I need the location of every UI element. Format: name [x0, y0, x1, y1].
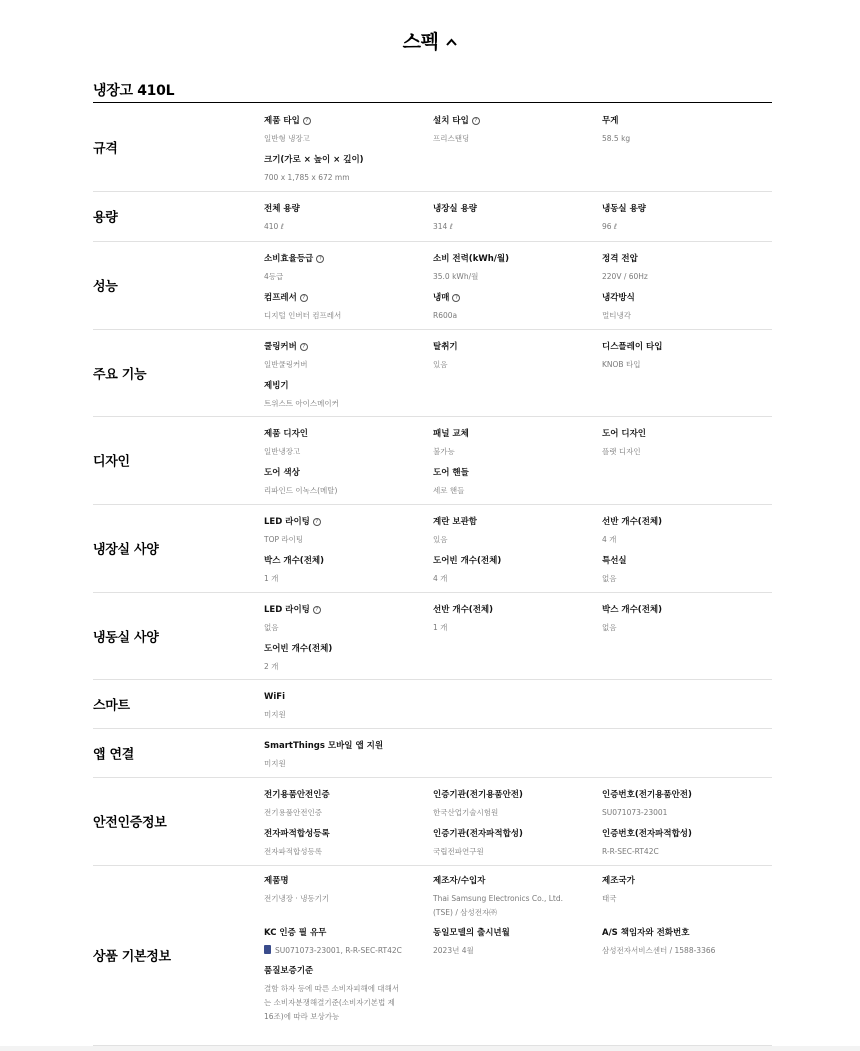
spec-item	[264, 691, 286, 721]
spec-label	[264, 691, 286, 703]
spec-item	[602, 253, 648, 283]
info-icon[interactable]: ?	[452, 294, 460, 302]
spec-label	[433, 203, 477, 215]
spec-value	[264, 445, 308, 458]
spec-value	[433, 484, 469, 497]
spec-item	[264, 789, 330, 819]
spec-label	[433, 828, 523, 840]
spec-value	[433, 621, 493, 634]
spec-label-text: 컴프레서	[264, 293, 297, 303]
spec-category: 앱 연결	[93, 747, 134, 762]
spec-value-text: 한국산업기술시험원	[433, 808, 499, 817]
spec-label	[602, 604, 662, 616]
spec-label-text: 특선실	[602, 556, 627, 566]
spec-value-text: 4 개	[433, 574, 448, 583]
spec-category: 냉장실 사양	[93, 542, 159, 558]
spec-value-text: 일반쿨링커버	[264, 360, 308, 369]
spec-value	[602, 621, 662, 634]
spec-label-text: A/S 책임자와 전화번호	[602, 928, 690, 938]
spec-item	[264, 875, 329, 905]
spec-label	[264, 154, 364, 166]
spec-label-text: 디스플레이 타입	[602, 342, 663, 352]
spec-label-text: 크기(가로 × 높이 × 깊이)	[264, 155, 364, 165]
spec-label	[433, 516, 477, 528]
spec-value-text: 700 x 1,785 x 672 mm	[264, 173, 350, 182]
spec-item	[264, 380, 339, 410]
spec-label	[602, 341, 662, 353]
spec-label	[433, 789, 523, 801]
spec-label	[264, 555, 324, 567]
spec-label-text: 패널 교체	[433, 429, 469, 439]
spec-value	[602, 533, 662, 546]
info-icon[interactable]: ?	[313, 606, 321, 614]
spec-value-text: 없음	[602, 623, 617, 632]
spec-item	[264, 428, 308, 458]
spec-label-text: 전체 용량	[264, 204, 300, 214]
spec-item	[433, 253, 509, 283]
spec-label-text: 정격 전압	[602, 254, 638, 264]
spec-label	[264, 965, 404, 977]
spec-label-text: 제품 디자인	[264, 429, 309, 439]
spec-label-text: 인증기관(전기용품안전)	[433, 790, 523, 800]
spec-section	[93, 679, 772, 729]
spec-item	[602, 789, 692, 819]
spec-label-text: 계란 보관함	[433, 517, 478, 527]
spec-item	[433, 516, 477, 546]
spec-value	[433, 806, 523, 819]
spec-category: 규격	[93, 141, 118, 157]
spec-label-text: 인증기관(전자파적합성)	[433, 829, 523, 839]
spec-label	[602, 789, 692, 801]
spec-item	[264, 828, 330, 858]
info-icon[interactable]: ?	[316, 255, 324, 263]
spec-value	[602, 220, 646, 233]
kc-mark-icon	[264, 945, 271, 954]
spec-label-text: 인증번호(전기용품안전)	[602, 790, 692, 800]
spec-label	[264, 203, 300, 215]
spec-value-text: 410 ℓ	[264, 222, 284, 231]
spec-item	[433, 428, 469, 458]
spec-item	[264, 927, 402, 957]
spec-label	[433, 253, 509, 265]
spec-item	[433, 828, 523, 858]
spec-section	[93, 504, 772, 593]
spec-item	[264, 604, 321, 634]
spec-item	[602, 292, 635, 322]
spec-label-text: 무게	[602, 116, 619, 126]
spec-label-text: 소비 전력(kWh/월)	[433, 254, 509, 264]
spec-value	[433, 309, 460, 322]
spec-label	[433, 875, 573, 887]
spec-value	[433, 944, 510, 957]
spec-value	[602, 309, 635, 322]
spec-value-text: 96 ℓ	[602, 222, 618, 231]
spec-value-text: 4 개	[602, 535, 617, 544]
spec-value-text: 미지원	[264, 759, 286, 768]
spec-category: 냉동실 사양	[93, 630, 159, 645]
spec-section	[93, 592, 772, 680]
spec-value-text: SU071073-23001	[602, 808, 668, 817]
spec-label	[264, 428, 308, 440]
spec-item	[433, 115, 480, 145]
spec-item	[602, 828, 692, 858]
spec-label	[433, 467, 469, 479]
spec-value	[433, 845, 523, 858]
info-icon[interactable]: ?	[300, 343, 308, 351]
spec-value	[433, 892, 573, 920]
spec-value-text: 태국	[602, 894, 617, 903]
spec-value	[264, 660, 332, 673]
spec-category: 성능	[93, 279, 118, 295]
spec-label	[602, 516, 662, 528]
spec-value	[264, 708, 286, 721]
spec-label	[433, 927, 510, 939]
spec-value	[602, 572, 627, 585]
spec-section	[93, 103, 772, 192]
spec-label-text: 냉매	[433, 293, 450, 303]
spec-section	[93, 416, 772, 505]
spec-label	[264, 828, 330, 840]
spec-value	[264, 397, 339, 410]
spec-value	[602, 892, 635, 905]
spec-value-text: 일반형 냉장고	[264, 134, 310, 143]
spec-label	[264, 643, 332, 655]
spec-label	[264, 292, 341, 304]
spec-value	[264, 171, 364, 184]
spec-label	[264, 380, 339, 392]
spec-label-text: 도어빈 개수(전체)	[264, 644, 333, 654]
spec-category: 용량	[93, 210, 118, 226]
spec-value	[433, 445, 469, 458]
spec-value	[602, 270, 648, 283]
spec-section	[93, 728, 772, 778]
spec-value-text: 미지원	[264, 710, 286, 719]
spec-value-text: 리파인드 이녹스(메탈)	[264, 486, 338, 495]
spec-label-text: 도어 핸들	[433, 468, 469, 478]
spec-label-text: 제품명	[264, 876, 289, 886]
spec-item	[264, 643, 332, 673]
spec-section-toggle[interactable]	[0, 27, 860, 54]
footer-divider	[0, 1046, 860, 1051]
spec-item	[602, 203, 646, 233]
spec-item	[433, 604, 493, 634]
spec-value	[602, 132, 630, 145]
spec-label-text: 제빙기	[264, 381, 289, 391]
spec-label	[602, 115, 630, 127]
spec-label-text: 품질보증기준	[264, 966, 314, 976]
info-icon[interactable]: ?	[303, 117, 311, 125]
spec-value	[433, 270, 509, 283]
spec-label	[602, 555, 627, 567]
spec-value	[433, 132, 480, 145]
spec-section	[93, 241, 772, 330]
spec-value-text: TOP 라이팅	[264, 535, 304, 544]
spec-label-text: 전자파적합성등록	[264, 829, 330, 839]
spec-category: 스마트	[93, 698, 130, 713]
spec-value	[264, 757, 383, 770]
spec-value-text: 국립전파연구원	[433, 847, 484, 856]
spec-label-text: 제품 타입	[264, 116, 300, 126]
spec-value	[433, 533, 477, 546]
spec-value	[264, 484, 337, 497]
spec-label-text: 도어빈 개수(전체)	[433, 556, 502, 566]
spec-label	[264, 467, 337, 479]
spec-item	[433, 467, 469, 497]
spec-value	[264, 892, 329, 905]
spec-item	[264, 292, 341, 322]
spec-section	[93, 191, 772, 242]
spec-value-text: 1 개	[433, 623, 448, 632]
spec-value-text: 트위스트 아이스메이커	[264, 399, 339, 408]
spec-value-text: 있음	[433, 535, 448, 544]
info-icon[interactable]: ?	[313, 518, 321, 526]
spec-value-text: 4등급	[264, 272, 284, 281]
spec-section	[93, 329, 772, 417]
spec-item	[433, 292, 460, 322]
spec-label	[264, 341, 308, 353]
spec-item	[264, 341, 308, 371]
spec-value	[433, 572, 501, 585]
spec-label-text: 쿨링커버	[264, 342, 297, 352]
spec-item	[602, 516, 662, 546]
spec-label-text: 소비효율등급	[264, 254, 314, 264]
spec-label	[433, 115, 480, 127]
spec-value-text: 전기냉장 · 냉동기기	[264, 894, 330, 903]
spec-label	[433, 292, 460, 304]
spec-label-text: LED 라이팅	[264, 605, 310, 615]
spec-item	[602, 555, 627, 585]
spec-item	[433, 341, 458, 371]
spec-value-text: 불가능	[433, 447, 455, 456]
spec-value-text: 58.5 kg	[602, 134, 631, 143]
spec-item	[264, 516, 321, 546]
spec-label	[602, 253, 648, 265]
info-icon[interactable]: ?	[300, 294, 308, 302]
spec-value	[602, 358, 662, 371]
spec-value	[433, 358, 458, 371]
spec-value	[264, 132, 311, 145]
spec-label	[602, 292, 635, 304]
spec-label-text: 선반 개수(전체)	[602, 517, 662, 527]
spec-item	[602, 604, 662, 634]
spec-label-text: WiFi	[264, 692, 286, 702]
spec-label	[264, 740, 383, 752]
spec-value	[264, 806, 330, 819]
spec-section	[93, 777, 772, 866]
spec-value-text: 35.0 kWh/월	[433, 272, 479, 281]
spec-item	[264, 253, 324, 283]
spec-value	[264, 309, 341, 322]
spec-value-text: 세로 핸들	[433, 486, 465, 495]
spec-label	[264, 789, 330, 801]
spec-value-text: R600a	[433, 311, 458, 320]
spec-category: 주요 기능	[93, 367, 147, 382]
spec-label-text: 박스 개수(전체)	[602, 605, 662, 615]
spec-value-text: 없음	[264, 623, 279, 632]
chevron-up-icon	[446, 29, 457, 51]
spec-category: 안전인증정보	[93, 815, 167, 831]
spec-value-text: KNOB 타입	[602, 360, 641, 369]
spec-category: 디자인	[93, 454, 130, 470]
spec-label	[433, 604, 493, 616]
spec-label	[264, 927, 402, 939]
spec-value-text: 전자파적합성등록	[264, 847, 322, 856]
spec-label-text: 도어 디자인	[602, 429, 647, 439]
spec-value-text: 2023년 4월	[433, 946, 474, 955]
spec-label	[433, 428, 469, 440]
spec-label	[264, 604, 321, 616]
spec-item	[602, 875, 635, 905]
spec-item	[264, 740, 383, 770]
spec-label	[264, 253, 324, 265]
model-name: 냉장고 410L	[93, 83, 175, 99]
spec-value-text: 디지털 인버터 컴프레서	[264, 311, 342, 320]
spec-item	[264, 203, 300, 233]
spec-label-text: 전기용품안전인증	[264, 790, 330, 800]
spec-item	[602, 115, 630, 145]
spec-label-text: 냉장실 용량	[433, 204, 478, 214]
spec-label-text: 제조자/수입자	[433, 876, 486, 886]
spec-label-text: 냉각방식	[602, 293, 635, 303]
spec-value-text: 없음	[602, 574, 617, 583]
spec-value-text: 1 개	[264, 574, 279, 583]
spec-value-text: R-R-SEC-RT42C	[602, 847, 659, 856]
spec-item	[264, 154, 364, 184]
spec-value	[264, 944, 402, 957]
spec-value	[602, 845, 692, 858]
spec-section	[93, 865, 772, 1046]
spec-item	[433, 927, 510, 957]
spec-value	[602, 944, 715, 957]
spec-value-text: 일반냉장고	[264, 447, 301, 456]
spec-label-text: LED 라이팅	[264, 517, 310, 527]
spec-value	[602, 445, 646, 458]
spec-value-text: 314 ℓ	[433, 222, 453, 231]
spec-item	[433, 875, 573, 920]
spec-label-text: KC 인증 필 유무	[264, 928, 327, 938]
spec-label	[433, 555, 501, 567]
spec-value-text: 삼성전자서비스센터 / 1588-3366	[602, 946, 716, 955]
spec-value	[264, 270, 324, 283]
spec-value-text: Thai Samsung Electronics Co., Ltd. (TSE) / 삼성전자㈜	[433, 894, 563, 917]
spec-value-text: 플랫 디자인	[602, 447, 641, 456]
spec-value	[264, 220, 300, 233]
spec-value	[264, 533, 321, 546]
spec-label-text: 인증번호(전자파적합성)	[602, 829, 692, 839]
spec-category: 상품 기본정보	[93, 949, 171, 965]
spec-value	[264, 982, 404, 1024]
spec-label	[602, 828, 692, 840]
spec-value-text: 멀티냉각	[602, 311, 631, 320]
spec-value-text: 프리스탠딩	[433, 134, 470, 143]
spec-label	[264, 516, 321, 528]
spec-label	[264, 115, 311, 127]
spec-label-text: 탈취기	[433, 342, 458, 352]
spec-item	[264, 555, 324, 585]
spec-value	[264, 845, 330, 858]
spec-value	[264, 621, 321, 634]
spec-label	[602, 203, 646, 215]
spec-value	[264, 572, 324, 585]
spec-item	[602, 341, 662, 371]
spec-label-text: 동일모델의 출시년월	[433, 928, 510, 938]
spec-item	[264, 115, 311, 145]
spec-value-text: SU071073-23001, R-R-SEC-RT42C	[275, 946, 402, 955]
spec-value-text: 결함 하자 등에 따른 소비자피해에 대해서는 소비자분쟁해결기준(소비자기본법 제16조)에 따라 보상가능	[264, 984, 400, 1021]
spec-label	[433, 341, 458, 353]
spec-value-text: 전기용품안전인증	[264, 808, 322, 817]
spec-label-text: 선반 개수(전체)	[433, 605, 493, 615]
spec-value-text: 220V / 60Hz	[602, 272, 648, 281]
info-icon[interactable]: ?	[472, 117, 480, 125]
spec-label-text: 도어 색상	[264, 468, 300, 478]
spec-label-text: 설치 타입	[433, 116, 469, 126]
spec-value-text: 있음	[433, 360, 448, 369]
spec-label-text: 제조국가	[602, 876, 635, 886]
spec-item	[264, 965, 404, 1024]
spec-label	[602, 875, 635, 887]
spec-label	[264, 875, 329, 887]
spec-value	[264, 358, 308, 371]
spec-item	[602, 927, 715, 957]
spec-value	[602, 806, 692, 819]
spec-item	[602, 428, 646, 458]
spec-item	[433, 203, 477, 233]
spec-item	[433, 555, 501, 585]
spec-title: 스펙	[402, 31, 439, 53]
spec-item	[433, 789, 523, 819]
spec-label-text: SmartThings 모바일 앱 지원	[264, 741, 384, 751]
spec-label	[602, 927, 715, 939]
spec-label-text: 냉동실 용량	[602, 204, 647, 214]
spec-item	[264, 467, 337, 497]
spec-value	[433, 220, 477, 233]
spec-value-text: 2 개	[264, 662, 279, 671]
spec-label-text: 박스 개수(전체)	[264, 556, 324, 566]
spec-label	[602, 428, 646, 440]
